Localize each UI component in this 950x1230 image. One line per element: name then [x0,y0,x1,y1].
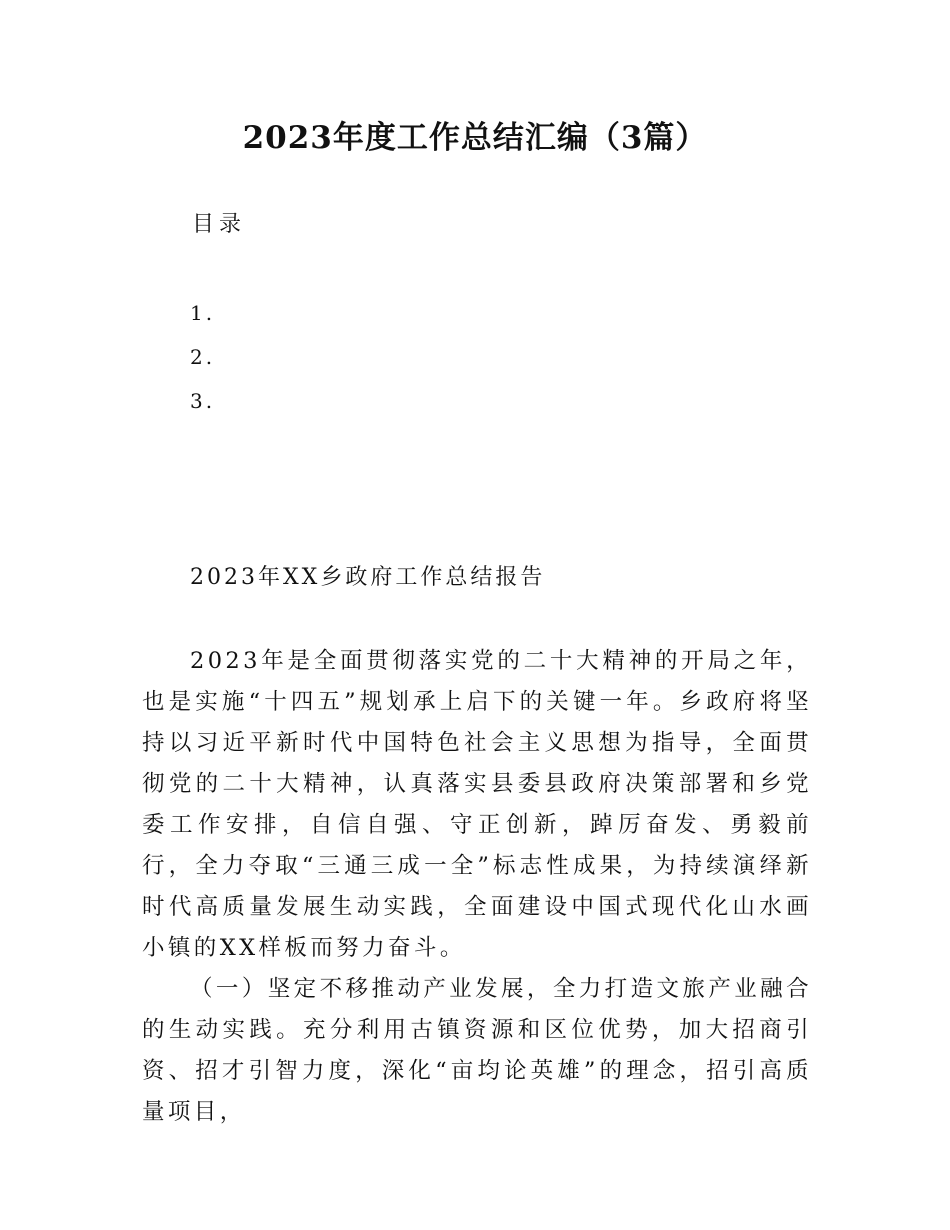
toc-item: 1. [190,301,216,325]
toc-item: 3. [190,389,216,413]
body-paragraph: （一）坚定不移推动产业发展，全力打造文旅产业融合的生动实践。充分利用古镇资源和区位优势，加大招商引资、招才引智力度，深化“亩均论英雄”的理念，招引高质量项目， [142,976,812,1125]
toc-heading: 目录 [192,212,247,237]
report-title: 2023年XX乡政府工作总结报告 [190,565,546,590]
body-paragraph: 2023年是全面贯彻落实党的二十大精神的开局之年，也是实施“十四五”规划承上启下的关键一年。乡政府将坚持以习近平新时代中国特色社会主义思想为指导，全面贯彻党的二十大精神，认真落实县委县政府决策部署和乡党委工作安排，自信自强、守正创新，踔厉奋发、勇毅前行，全力夺取“三通三成一全”标志性成果，为持续演绎新时代高质量发展生动实践，全面建设中国式现代化山水画小镇的XX样板而努力奋斗。 [142,648,812,961]
toc-list [190,296,215,428]
report-body [142,641,812,1133]
toc-item: 2. [190,345,216,369]
document-title: 2023年度工作总结汇编（3篇） [242,120,708,156]
